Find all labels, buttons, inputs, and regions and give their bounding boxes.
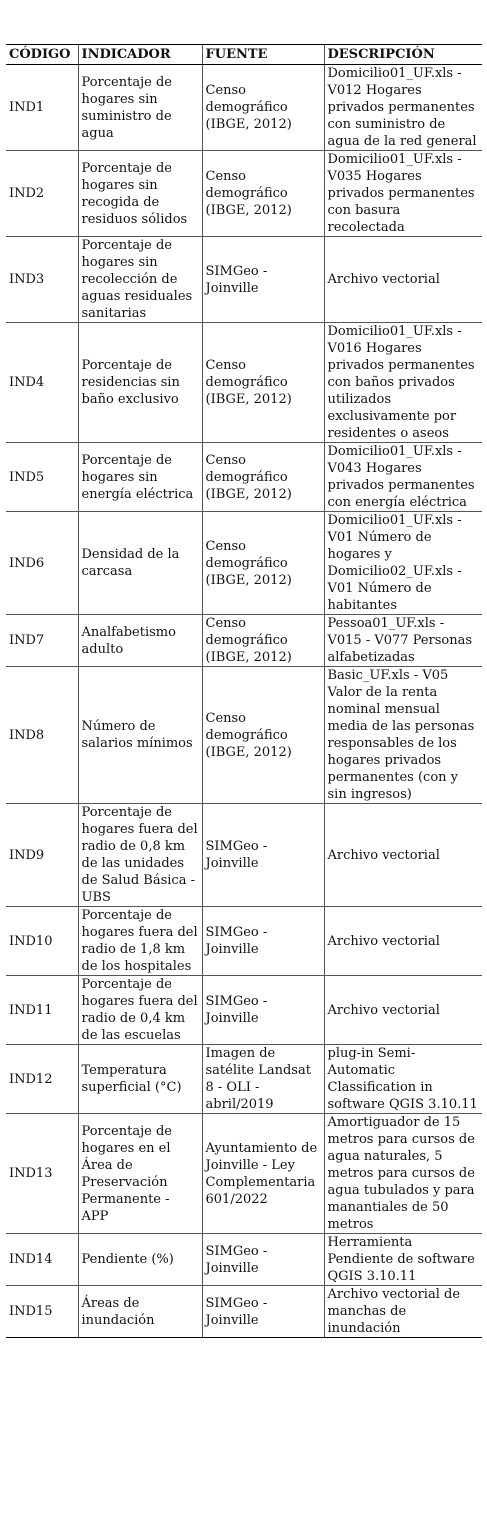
table-row bbox=[6, 976, 482, 1045]
header-source: FUENTE bbox=[202, 45, 324, 65]
cell-source: SIMGeo - Joinville bbox=[202, 237, 324, 323]
header-description: DESCRIPCIÓN bbox=[324, 45, 482, 65]
table-row bbox=[6, 1114, 482, 1234]
cell-code: IND13 bbox=[6, 1114, 78, 1234]
cell-code: IND10 bbox=[6, 907, 78, 976]
cell-indicator: Temperatura superficial (°C) bbox=[78, 1045, 202, 1114]
cell-indicator: Porcentaje de hogares sin recolección de aguas residuales sanitarias bbox=[78, 237, 202, 323]
table-row bbox=[6, 804, 482, 907]
cell-description: Archivo vectorial bbox=[324, 237, 482, 323]
cell-indicator: Porcentaje de hogares sin recogida de residuos sólidos bbox=[78, 151, 202, 237]
cell-source: SIMGeo - Joinville bbox=[202, 907, 324, 976]
table-row bbox=[6, 1045, 482, 1114]
cell-source: Censo demográfico (IBGE, 2012) bbox=[202, 615, 324, 667]
cell-description: plug-in Semi-Automatic Classification in software QGIS 3.10.11 bbox=[324, 1045, 482, 1114]
table-row bbox=[6, 237, 482, 323]
cell-code: IND5 bbox=[6, 443, 78, 512]
cell-source: Censo demográfico (IBGE, 2012) bbox=[202, 323, 324, 443]
cell-source: Imagen de satélite Landsat 8 - OLI - abril/2019 bbox=[202, 1045, 324, 1114]
cell-source: SIMGeo - Joinville bbox=[202, 1234, 324, 1286]
table-row bbox=[6, 323, 482, 443]
cell-description: Archivo vectorial bbox=[324, 804, 482, 907]
cell-code: IND12 bbox=[6, 1045, 78, 1114]
table-row bbox=[6, 1286, 482, 1338]
table-row bbox=[6, 512, 482, 615]
indicator-table-container bbox=[6, 44, 482, 1338]
table-row bbox=[6, 667, 482, 804]
cell-code: IND4 bbox=[6, 323, 78, 443]
table-row bbox=[6, 151, 482, 237]
cell-description: Domicilio01_UF.xls - V012 Hogares privados permanentes con suministro de agua de la red general bbox=[324, 65, 482, 151]
cell-description: Herramienta Pendiente de software QGIS 3.10.11 bbox=[324, 1234, 482, 1286]
cell-source: Censo demográfico (IBGE, 2012) bbox=[202, 65, 324, 151]
cell-indicator: Porcentaje de hogares sin suministro de agua bbox=[78, 65, 202, 151]
cell-source: SIMGeo - Joinville bbox=[202, 976, 324, 1045]
cell-indicator: Porcentaje de hogares fuera del radio de 1,8 km de los hospitales bbox=[78, 907, 202, 976]
cell-source: Censo demográfico (IBGE, 2012) bbox=[202, 667, 324, 804]
cell-description: Archivo vectorial bbox=[324, 907, 482, 976]
cell-code: IND8 bbox=[6, 667, 78, 804]
cell-source: Censo demográfico (IBGE, 2012) bbox=[202, 443, 324, 512]
table-row bbox=[6, 443, 482, 512]
cell-description: Pessoa01_UF.xls - V015 - V077 Personas alfabetizadas bbox=[324, 615, 482, 667]
cell-indicator: Analfabetismo adulto bbox=[78, 615, 202, 667]
cell-source: Censo demográfico (IBGE, 2012) bbox=[202, 151, 324, 237]
table-header-row bbox=[6, 45, 482, 65]
cell-code: IND14 bbox=[6, 1234, 78, 1286]
cell-description: Archivo vectorial bbox=[324, 976, 482, 1045]
cell-code: IND7 bbox=[6, 615, 78, 667]
cell-indicator: Pendiente (%) bbox=[78, 1234, 202, 1286]
cell-indicator: Porcentaje de hogares en el Área de Preservación Permanente - APP bbox=[78, 1114, 202, 1234]
cell-source: SIMGeo - Joinville bbox=[202, 1286, 324, 1338]
cell-description: Archivo vectorial de manchas de inundación bbox=[324, 1286, 482, 1338]
cell-indicator: Porcentaje de hogares fuera del radio de 0,4 km de las escuelas bbox=[78, 976, 202, 1045]
cell-code: IND1 bbox=[6, 65, 78, 151]
table-row bbox=[6, 615, 482, 667]
cell-indicator: Porcentaje de hogares fuera del radio de 0,8 km de las unidades de Salud Básica - UBS bbox=[78, 804, 202, 907]
cell-source: SIMGeo - Joinville bbox=[202, 804, 324, 907]
cell-source: Ayuntamiento de Joinville - Ley Complementaria 601/2022 bbox=[202, 1114, 324, 1234]
table-row bbox=[6, 907, 482, 976]
cell-indicator: Porcentaje de residencias sin baño exclusivo bbox=[78, 323, 202, 443]
cell-source: Censo demográfico (IBGE, 2012) bbox=[202, 512, 324, 615]
table-row bbox=[6, 65, 482, 151]
cell-indicator: Porcentaje de hogares sin energía eléctrica bbox=[78, 443, 202, 512]
cell-description: Amortiguador de 15 metros para cursos de agua naturales, 5 metros para cursos de agua tubulados y para manantiales de 50 metros bbox=[324, 1114, 482, 1234]
cell-description: Domicilio01_UF.xls - V035 Hogares privados permanentes con basura recolectada bbox=[324, 151, 482, 237]
cell-code: IND15 bbox=[6, 1286, 78, 1338]
cell-description: Domicilio01_UF.xls - V016 Hogares privados permanentes con baños privados utilizados exclusivamente por residentes o aseos bbox=[324, 323, 482, 443]
cell-indicator: Número de salarios mínimos bbox=[78, 667, 202, 804]
cell-code: IND9 bbox=[6, 804, 78, 907]
indicator-table bbox=[6, 44, 482, 1338]
cell-description: Domicilio01_UF.xls - V01 Número de hogares y Domicilio02_UF.xls - V01 Número de habitantes bbox=[324, 512, 482, 615]
cell-description: Domicilio01_UF.xls - V043 Hogares privados permanentes con energía eléctrica bbox=[324, 443, 482, 512]
header-code: CÓDIGO bbox=[6, 45, 78, 65]
cell-code: IND6 bbox=[6, 512, 78, 615]
cell-code: IND3 bbox=[6, 237, 78, 323]
cell-description: Basic_UF.xls - V05 Valor de la renta nominal mensual media de las personas responsables de los hogares privados permanentes (con y sin ingresos) bbox=[324, 667, 482, 804]
cell-indicator: Densidad de la carcasa bbox=[78, 512, 202, 615]
cell-code: IND11 bbox=[6, 976, 78, 1045]
cell-code: IND2 bbox=[6, 151, 78, 237]
header-indicator: INDICADOR bbox=[78, 45, 202, 65]
table-row bbox=[6, 1234, 482, 1286]
cell-indicator: Áreas de inundación bbox=[78, 1286, 202, 1338]
